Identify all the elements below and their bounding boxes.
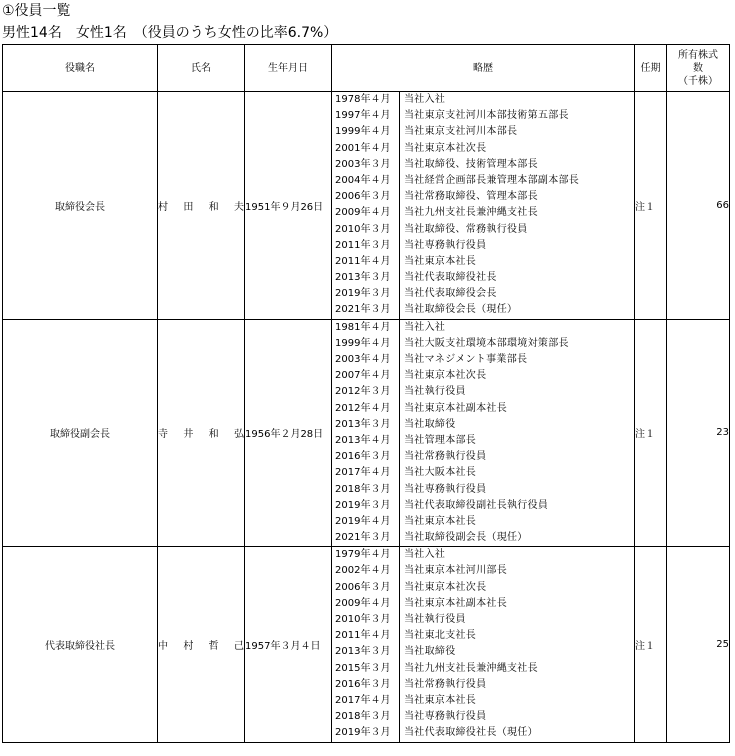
officer-name-cell xyxy=(158,319,245,547)
career-date: 2012年３月 xyxy=(332,384,400,400)
career-text: 当社東京本社長 xyxy=(404,694,477,706)
career-text: 当社入社 xyxy=(404,321,446,333)
officer-name-char: 和 xyxy=(208,429,219,441)
career-text: 当社取締役、常務執行役員 xyxy=(404,223,528,235)
officer-name-char: 寺 xyxy=(158,429,168,441)
officer-name xyxy=(158,425,244,440)
career-date: 2010年３月 xyxy=(332,222,400,238)
officer-name-char: 田 xyxy=(183,201,194,213)
career-text: 当社東北支社長 xyxy=(404,630,477,642)
officer-birthdate: 1957年３月４日 xyxy=(245,547,332,743)
career-date: 2001年４月 xyxy=(332,141,400,157)
officer-row xyxy=(3,319,730,547)
career-text: 当社東京本社次長 xyxy=(404,581,487,593)
career-date: 2006年３月 xyxy=(332,189,400,205)
career-text: 当社経営企画部長兼管理本部副本部長 xyxy=(404,174,580,186)
career-text: 当社専務執行役員 xyxy=(404,483,487,495)
career-date: 2019年３月 xyxy=(332,725,400,741)
career-date: 2011年４月 xyxy=(332,628,400,644)
header-row xyxy=(3,45,730,92)
career-date: 2021年３月 xyxy=(332,302,400,318)
career-date: 2019年４月 xyxy=(332,514,400,530)
officer-shares: 25 xyxy=(667,547,730,743)
officer-name-char: 中 xyxy=(158,641,168,653)
career-date: 2013年４月 xyxy=(332,433,400,449)
career-date: 2015年３月 xyxy=(332,661,400,677)
officer-name-char: 村 xyxy=(158,201,168,213)
career-date: 2013年３月 xyxy=(332,644,400,660)
career-text: 当社代表取締役社長（現任） xyxy=(404,727,538,739)
career-text: 当社入社 xyxy=(404,549,446,561)
career-text: 当社代表取締役副社長執行役員 xyxy=(404,499,549,511)
career-text: 当社取締役副会長（現任） xyxy=(404,532,528,544)
career-date: 2003年３月 xyxy=(332,157,400,173)
career-date: 2011年３月 xyxy=(332,238,400,254)
officer-name xyxy=(158,198,244,213)
career-text: 当社代表取締役社長 xyxy=(404,272,497,284)
officer-name-char: 村 xyxy=(183,641,194,653)
header-term: 任期 xyxy=(635,45,667,92)
section-heading: ①役員一覧 xyxy=(2,3,71,19)
header-title: 役職名 xyxy=(3,45,158,92)
officer-name-char: 己 xyxy=(233,641,244,653)
career-text: 当社東京本社副本社長 xyxy=(404,597,507,609)
officer-name xyxy=(158,637,244,652)
officers-table xyxy=(2,44,730,743)
officer-name-char: 井 xyxy=(183,429,194,441)
career-text: 当社常務取締役、管理本部長 xyxy=(404,191,538,203)
officer-title: 取締役会長 xyxy=(3,92,158,320)
career-date: 1979年４月 xyxy=(332,547,400,563)
career-text: 当社東京支社河川本部長 xyxy=(404,126,518,138)
career-date: 2002年４月 xyxy=(332,563,400,579)
officer-name-char: 夫 xyxy=(233,201,244,213)
career-text: 当社取締役 xyxy=(404,646,456,658)
officer-name-cell xyxy=(158,547,245,743)
career-text: 当社東京本社次長 xyxy=(404,370,487,382)
career-cell xyxy=(332,319,635,547)
career-date: 2018年３月 xyxy=(332,709,400,725)
officer-term: 注１ xyxy=(635,92,667,320)
career-date: 2009年４月 xyxy=(332,205,400,221)
officer-name-char: 弘 xyxy=(233,429,244,441)
header-shares-line2: 数 xyxy=(693,62,703,74)
career-text: 当社取締役会長（現任） xyxy=(404,304,518,316)
career-text: 当社九州支社長兼沖縄支社長 xyxy=(404,662,538,674)
career-date: 2013年３月 xyxy=(332,270,400,286)
career-date: 2012年４月 xyxy=(332,401,400,417)
career-cell xyxy=(332,547,635,743)
career-cell xyxy=(332,92,635,320)
career-text: 当社管理本部長 xyxy=(404,434,477,446)
career-date: 1997年４月 xyxy=(332,108,400,124)
career-text: 当社取締役、技術管理本部長 xyxy=(404,158,538,170)
header-shares-line3: （千株） xyxy=(678,75,718,87)
officer-shares: 66 xyxy=(667,92,730,320)
officer-term: 注１ xyxy=(635,319,667,547)
career-text: 当社東京本社長 xyxy=(404,255,477,267)
officer-birthdate: 1956年２月28日 xyxy=(245,319,332,547)
career-date: 1978年４月 xyxy=(332,92,400,108)
officer-name-char: 和 xyxy=(208,201,219,213)
career-date: 2007年４月 xyxy=(332,368,400,384)
header-shares-line1: 所有株式 xyxy=(678,49,718,61)
career-date: 1999年４月 xyxy=(332,124,400,140)
career-text: 当社常務執行役員 xyxy=(404,678,487,690)
career-date: 2017年４月 xyxy=(332,693,400,709)
career-text: 当社九州支社長兼沖縄支社長 xyxy=(404,207,538,219)
career-date: 2021年３月 xyxy=(332,530,400,546)
officer-birthdate: 1951年９月26日 xyxy=(245,92,332,320)
officer-name-cell xyxy=(158,92,245,320)
career-text: 当社執行役員 xyxy=(404,614,466,625)
career-text: 当社大阪支社環境本部環境対策部長 xyxy=(404,337,569,349)
officer-term: 注１ xyxy=(635,547,667,743)
career-date: 2013年３月 xyxy=(332,417,400,433)
officer-row xyxy=(3,92,730,320)
career-date: 2004年４月 xyxy=(332,173,400,189)
career-text: 当社専務執行役員 xyxy=(404,239,487,251)
career-text: 当社大阪本社長 xyxy=(404,467,477,479)
career-date: 1999年４月 xyxy=(332,336,400,352)
header-shares xyxy=(667,45,730,92)
career-date: 2018年３月 xyxy=(332,482,400,498)
career-text: 当社常務執行役員 xyxy=(404,451,487,463)
career-list xyxy=(332,547,634,741)
header-name: 氏名 xyxy=(158,45,245,92)
career-date: 2011年４月 xyxy=(332,254,400,270)
gender-summary: 男性14名 女性1名 （役員のうち女性の比率6.7%） xyxy=(2,25,338,41)
officer-row xyxy=(3,547,730,743)
career-text: 当社執行役員 xyxy=(404,386,466,398)
career-text: 当社東京本社次長 xyxy=(404,142,487,154)
career-date: 2010年３月 xyxy=(332,612,400,628)
career-text: 当社東京本社河川部長 xyxy=(404,565,507,577)
officer-title: 取締役副会長 xyxy=(3,319,158,547)
career-text: 当社代表取締役会長 xyxy=(404,288,497,300)
officer-title: 代表取締役社長 xyxy=(3,547,158,743)
career-date: 2019年３月 xyxy=(332,498,400,514)
officer-name-char: 哲 xyxy=(208,641,219,653)
career-date: 2019年３月 xyxy=(332,286,400,302)
officer-shares: 23 xyxy=(667,319,730,547)
header-birth: 生年月日 xyxy=(245,45,332,92)
career-date: 2017年４月 xyxy=(332,465,400,481)
career-list xyxy=(332,320,634,547)
career-text: 当社東京本社副本社長 xyxy=(404,402,507,414)
career-text: 当社取締役 xyxy=(404,418,456,430)
career-text: 当社専務執行役員 xyxy=(404,711,487,723)
career-list xyxy=(332,92,634,319)
career-text: 当社東京支社河川本部技術第五部長 xyxy=(404,110,569,122)
career-text: 当社マネジメント事業部長 xyxy=(404,354,528,365)
header-career: 略歴 xyxy=(332,45,635,92)
career-date: 2016年３月 xyxy=(332,677,400,693)
career-date: 2006年３月 xyxy=(332,580,400,596)
career-text: 当社東京本社長 xyxy=(404,515,477,527)
career-date: 2003年４月 xyxy=(332,352,400,368)
career-text: 当社入社 xyxy=(404,94,446,105)
career-date: 1981年４月 xyxy=(332,320,400,336)
career-date: 2009年４月 xyxy=(332,596,400,612)
career-date: 2016年３月 xyxy=(332,449,400,465)
